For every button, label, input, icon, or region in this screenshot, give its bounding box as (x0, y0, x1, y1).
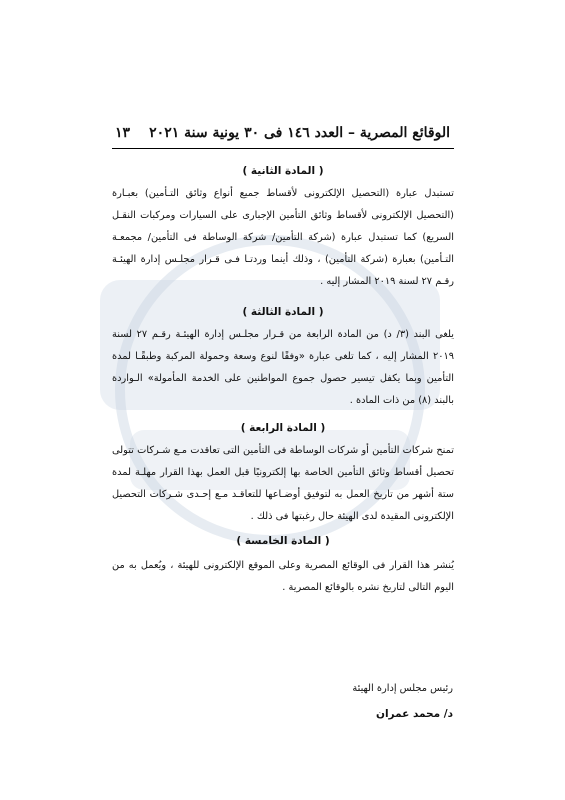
article-heading: ( المادة الرابعة ) (240, 422, 326, 434)
article-heading: ( المادة الثالثة ) (242, 306, 324, 318)
signature-name: د/ محمد عمران (375, 708, 453, 720)
issue-title: الوقائع المصرية – العدد ١٤٦ فى ٣٠ يونية سنة ٢٠٢١ (149, 125, 450, 141)
article-heading: ( المادة الخامسة ) (236, 535, 330, 547)
page-header (115, 122, 450, 144)
article-body: تمنح شركات التأمين أو شركات الوساطة فى التأمين التى تعاقدت مـع شـركات تتولى تحصيل أقساط وثائق التأمين الخاصة بها إلكترونيًا قبل العمل بهذا القرار مهلـة لمدة ستة أشهر من تاريخ العمل به لتوفيق أوضـاعها للتعاقـد مـع إحـدى شـركات التحصيل الإلكترونى المقيدة لدى الهيئة حال رغبتها فى ذلك . (112, 445, 454, 522)
signature-title: رئيس مجلس إدارة الهيئة (352, 683, 453, 694)
page-number: ١٣ (115, 125, 131, 141)
article-body: تستبدل عبارة (التحصيل الإلكترونى لأقساط جميع أنواع وثائق التـأمين) بعبـارة (التحصيل الإلكترونى لأقساط وثائق التأمين الإجبارى على السيارات ومركبات النقـل السريع) كما تستبدل عبارة (شركة التأمين/ شركة الوساطة فى التأمين/ مجمعـة التـأمين) بعبارة (شركة التأمين) ، وذلك أينما وردتـا فـى قـرار مجلـس إدارة الهيئـة رقـم ٢٧ لسنة ٢٠١٩ المشار إليه . (112, 188, 454, 287)
article-body: يلغى البند (٣/ د) من المادة الرابعة من قـرار مجلـس إدارة الهيئـة رقـم ٢٧ لسنة ٢٠١٩ المشار إليه ، كما تلغى عبارة «وفقًا لنوع وسعة وحمولة المركبة وطبقًـا لمدة التأمين وبما يكفل تيسير حصول جموع المواطنين على الخدمة المأمولة» الـواردة بالبند (٨) من ذات المادة . (112, 329, 454, 406)
article-body: يُنشر هذا القرار فى الوقائع المصرية وعلى الموقع الإلكترونى للهيئة ، ويُعمل به من اليوم التالى لتاريخ نشره بالوقائع المصرية . (112, 560, 454, 593)
header-divider (112, 148, 454, 149)
article-heading: ( المادة الثانية ) (242, 165, 324, 177)
